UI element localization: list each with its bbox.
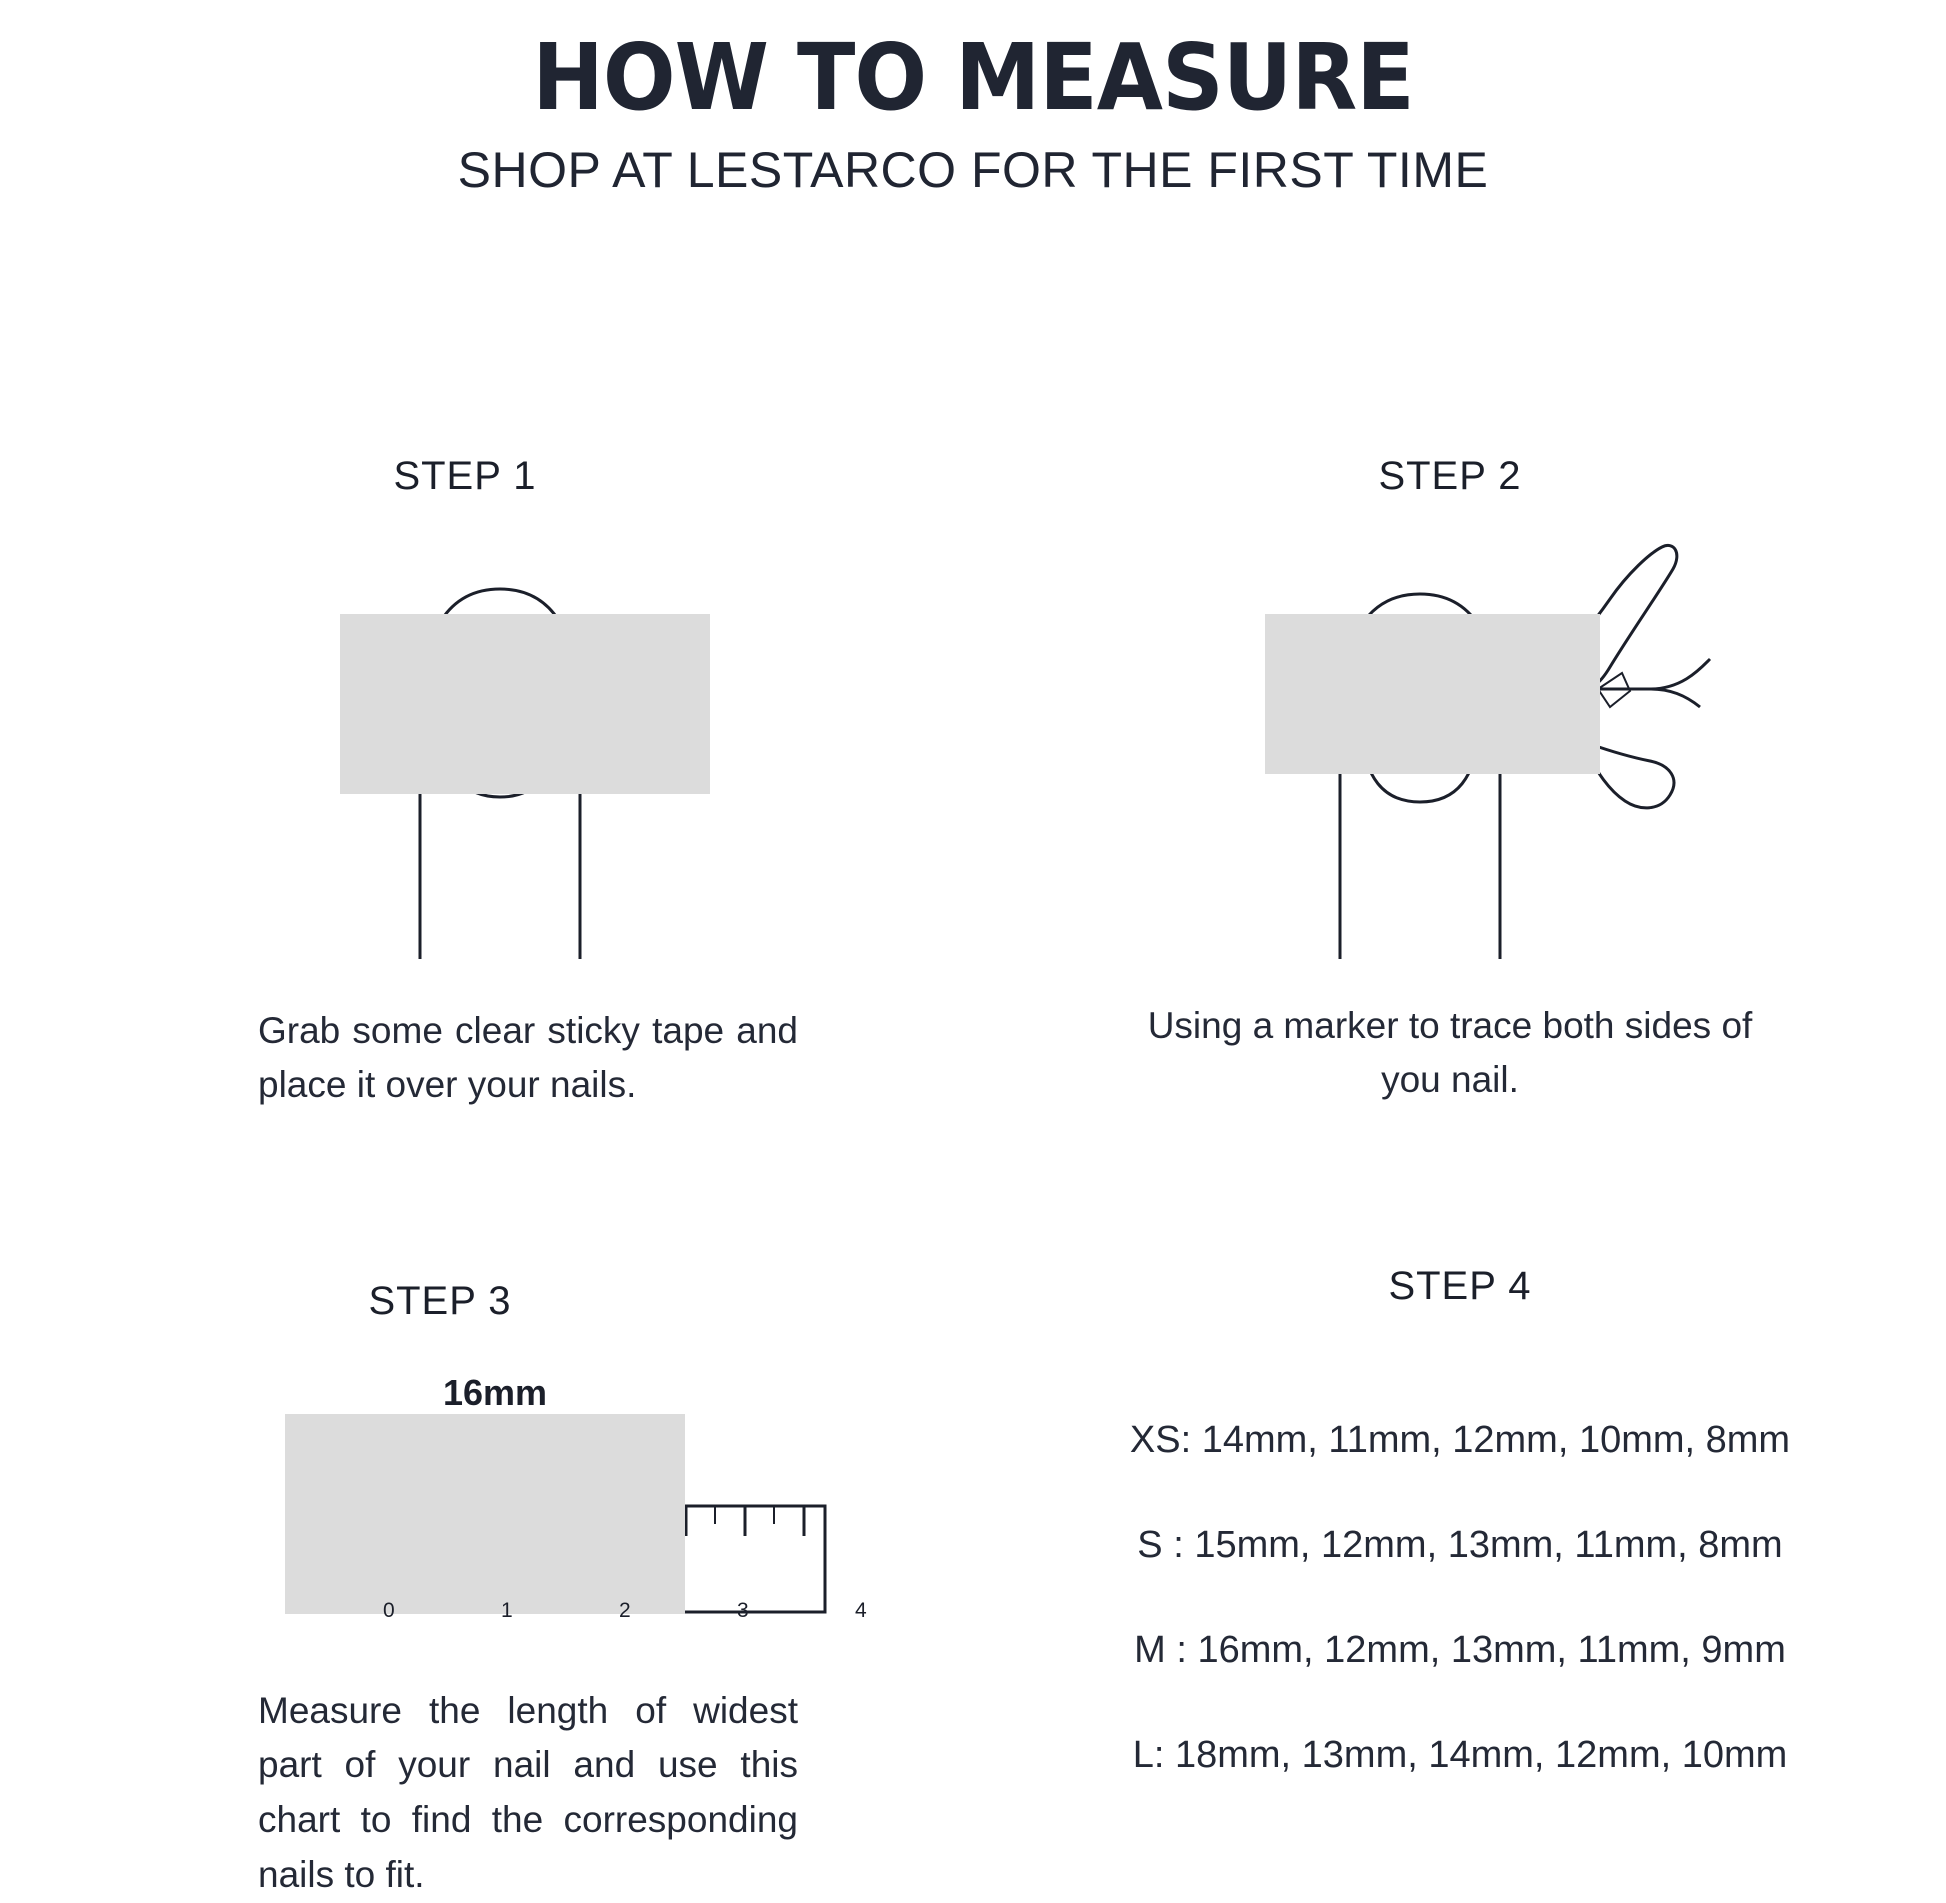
step-2-label: STEP 2 — [1378, 453, 1522, 498]
ruler-measurement-label: 16mm — [442, 1371, 548, 1413]
step-1-figure — [250, 569, 810, 959]
size-row-l: L: 18mm, 13mm, 14mm, 12mm, 10mm — [1132, 1733, 1788, 1776]
size-chart — [1060, 1419, 1860, 1839]
step-3-label: STEP 3 — [368, 1278, 512, 1323]
step-2-caption: Using a marker to trace both sides of you nail. — [1147, 1004, 1753, 1101]
page-title: HOW TO MEASURE — [532, 24, 1414, 131]
step-3-tape-strip — [285, 1414, 685, 1614]
ruler-tick-4: 4 — [855, 1598, 867, 1622]
ruler-tick-2: 2 — [619, 1598, 631, 1622]
step-3-figure — [250, 1371, 900, 1684]
step-2-tape-strip — [1265, 614, 1600, 774]
size-row-xs: XS: 14mm, 11mm, 12mm, 10mm, 8mm — [1129, 1418, 1791, 1461]
ruler-tick-0: 0 — [383, 1598, 395, 1622]
step-3-caption: Measure the length of widest part of your nail and use this chart to find the corresponding nails to fit. — [258, 1689, 798, 1895]
step-2-figure — [1230, 539, 1930, 959]
size-row-m: M : 16mm, 12mm, 13mm, 11mm, 9mm — [1134, 1628, 1786, 1671]
step-1-caption: Grab some clear sticky tape and place it over your nails. — [258, 1009, 798, 1106]
page-subtitle: SHOP AT LESTARCO FOR THE FIRST TIME — [457, 141, 1489, 198]
size-row-s: S : 15mm, 12mm, 13mm, 11mm, 8mm — [1137, 1523, 1783, 1566]
ruler-tick-3: 3 — [737, 1598, 749, 1622]
step-1-label: STEP 1 — [393, 453, 537, 498]
step-1-tape-strip — [340, 614, 710, 794]
ruler-tick-1: 1 — [501, 1598, 513, 1622]
step-4-label: STEP 4 — [1388, 1263, 1532, 1308]
